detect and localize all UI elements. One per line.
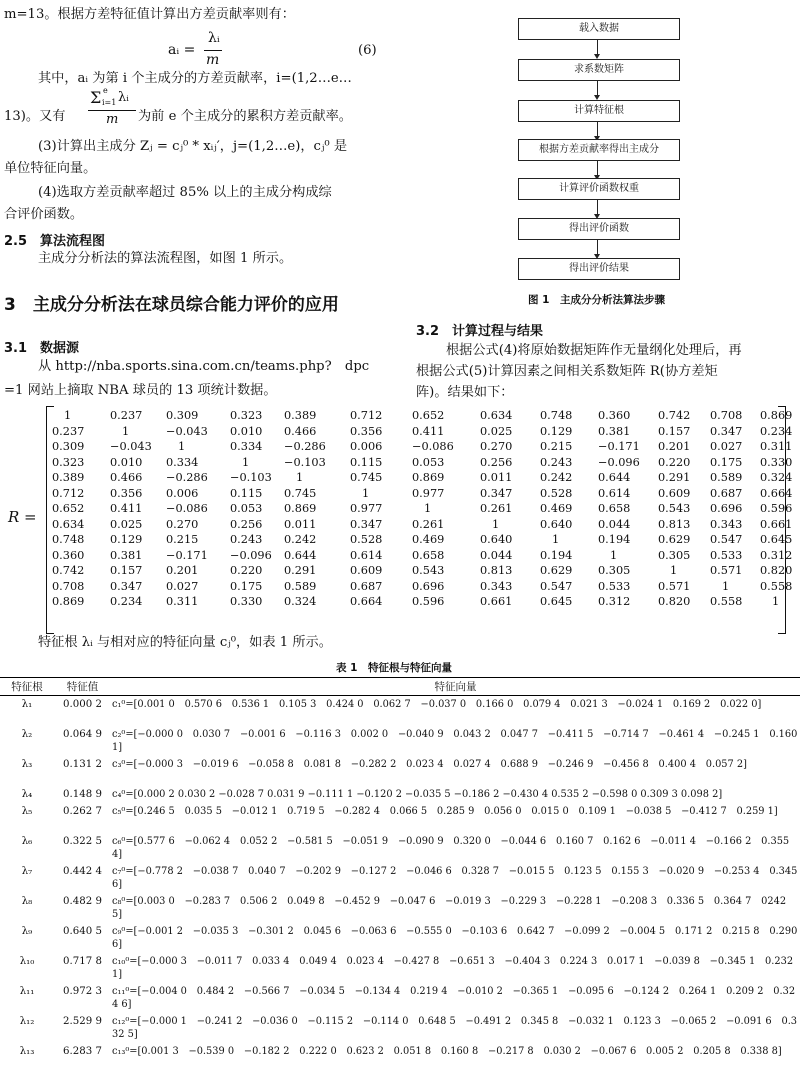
- table-row: [0, 983, 800, 1013]
- eigen-vector-cell: c₆⁰=[0.577 6 −0.062 4 0.052 2 −0.581 5 −0.051 9 −0.090 9 0.320 0 −0.044 6 0.160 7 0.162 6 −0.011 4 −0.166 2 0.355 4]: [112, 835, 790, 860]
- table-row: [0, 923, 800, 953]
- eigen-root-cell: λ₁₁: [19, 985, 35, 997]
- matrix-cell: −0.171: [598, 440, 640, 453]
- eigen-vector-cell: c₁₀⁰=[−0.000 3 −0.011 7 0.033 4 0.049 4 0.023 4 −0.427 8 −0.651 3 −0.404 3 0.224 3 0.017 1 −0.039 8 −0.345 1 0.232 1]: [112, 955, 794, 980]
- matrix-cell: 1: [670, 564, 678, 577]
- paragraph-line: 从 http://nba.sports.sina.com.cn/teams.php? dpc: [38, 359, 370, 374]
- matrix-cell: 0.053: [230, 502, 263, 515]
- matrix-cell: 0.157: [110, 564, 143, 577]
- column-header: 特征值: [54, 678, 111, 696]
- matrix-cell: 0.237: [52, 424, 85, 438]
- section-heading: 3.1 数据源: [4, 341, 80, 356]
- matrix-cell: 0.215: [166, 533, 199, 546]
- eigen-table: [0, 678, 800, 1073]
- chapter-heading: 3 主成分分析法在球员综合能力评价的应用: [4, 295, 339, 315]
- paragraph-line: 根据公式(5)计算因素之间相关系数矩阵 R(协方差矩: [416, 364, 718, 379]
- matrix-cell: 0.466: [110, 471, 143, 484]
- matrix-cell: 0.305: [598, 564, 631, 577]
- table-header-row: [0, 678, 800, 696]
- matrix-cell: 0.343: [480, 579, 513, 593]
- matrix-cell: 0.157: [658, 424, 691, 438]
- matrix-cell: 0.324: [284, 595, 317, 608]
- matrix-cell: 0.243: [540, 455, 573, 469]
- eigen-vector-cell: c₁₂⁰=[−0.000 1 −0.241 2 −0.036 0 −0.115 2 −0.114 0 0.648 5 −0.491 2 0.345 8 −0.032 1 0.123 3 −0.065 2 −0.091 6 0.332 5]: [112, 1015, 798, 1040]
- matrix-cell: −0.103: [230, 471, 272, 484]
- matrix-cell: 0.312: [760, 548, 793, 562]
- matrix-cell: 0.389: [284, 409, 317, 422]
- matrix-cell: 0.712: [52, 486, 85, 500]
- paragraph-line: 单位特征向量。: [4, 161, 97, 176]
- matrix-cell: 0.712: [350, 409, 383, 422]
- matrix-row: [52, 579, 793, 595]
- matrix-cell: 0.547: [710, 533, 743, 546]
- paragraph-line: 为前 e 个主成分的累积方差贡献率。: [138, 109, 352, 124]
- sum-bottom: i=1: [102, 98, 117, 107]
- matrix-cell: 0.547: [540, 579, 573, 593]
- matrix-cell: 0.977: [350, 502, 383, 515]
- matrix-cell: 0.360: [598, 409, 631, 422]
- formula-lhs: aᵢ =: [168, 42, 196, 58]
- matrix-cell: 1: [122, 424, 130, 438]
- sum-sign: Σ: [90, 88, 102, 107]
- table-row: [0, 893, 800, 923]
- matrix-cell: 0.256: [480, 455, 513, 469]
- matrix-cell: 0.220: [230, 564, 263, 577]
- table-row: [0, 803, 800, 833]
- matrix-cell: 0.360: [52, 548, 85, 562]
- matrix-row: [52, 594, 782, 610]
- matrix-cell: 0.742: [658, 409, 691, 422]
- matrix-cell: 0.261: [480, 502, 513, 515]
- matrix-cell: 0.115: [350, 455, 383, 469]
- matrix-cell: 0.220: [658, 455, 691, 469]
- matrix-cell: −0.286: [284, 440, 326, 453]
- eigen-root-cell: λ₁₂: [19, 1015, 35, 1027]
- matrix-cell: 0.234: [760, 424, 793, 438]
- eigen-value-cell: 0.717 8: [63, 955, 102, 967]
- flow-step: 载入数据: [518, 18, 680, 40]
- matrix-cell: 0.634: [480, 409, 513, 422]
- matrix-cell: 0.629: [658, 533, 691, 546]
- sum-top: e: [103, 86, 108, 95]
- matrix-cell: 0.201: [166, 564, 199, 577]
- matrix-cell: 0.006: [166, 486, 199, 500]
- paragraph-line: 合评价函数。: [4, 207, 84, 222]
- matrix-cell: 0.256: [230, 517, 263, 531]
- matrix-cell: 0.237: [110, 409, 143, 422]
- matrix-cell: 1: [424, 502, 432, 515]
- matrix-cell: 0.356: [110, 486, 143, 500]
- eigen-value-cell: 0.482 9: [63, 895, 102, 907]
- matrix-cell: 0.869: [284, 502, 317, 515]
- matrix-cell: −0.103: [284, 455, 326, 469]
- eigen-vector-cell: c₉⁰=[−0.001 2 −0.035 3 −0.301 2 0.045 6 −0.063 6 −0.555 0 −0.103 6 0.642 7 −0.099 2 −0.004 5 0.171 2 0.215 8 0.290 6]: [112, 925, 798, 950]
- matrix-cell: 0.053: [412, 455, 445, 469]
- matrix-row: [52, 532, 793, 548]
- eigen-vector-cell: c₄⁰=[0.000 2 0.030 2 −0.028 7 0.031 9 −0.111 1 −0.120 2 −0.035 5 −0.186 2 −0.430 4 0.535 2 −0.598 0 0.309 3 0.098 2]: [112, 788, 723, 800]
- matrix-cell: 0.644: [598, 471, 631, 484]
- matrix-cell: 0.658: [412, 548, 445, 562]
- eigen-root-cell: λ₃: [21, 758, 33, 770]
- matrix-cell: 1: [296, 471, 304, 484]
- matrix-cell: 0.640: [540, 517, 573, 531]
- paragraph-line: m=13。根据方差特征值计算出方差贡献率则有：: [4, 7, 295, 22]
- matrix-cell: 0.469: [412, 533, 445, 546]
- paragraph-line: (3)计算出主成分 Zⱼ = cⱼ⁰ * xᵢⱼ′，j=(1,2…e)，cⱼ⁰ 是: [38, 139, 348, 154]
- flow-step: 得出评价函数: [518, 218, 680, 240]
- table-row: [0, 786, 800, 803]
- matrix-cell: −0.096: [598, 455, 640, 469]
- matrix-cell: 0.334: [230, 440, 263, 453]
- matrix-cell: 0.270: [480, 440, 513, 453]
- table-row: [0, 756, 800, 786]
- matrix-cell: 0.242: [284, 533, 317, 546]
- matrix-cell: 0.323: [52, 455, 85, 469]
- matrix-cell: 0.528: [350, 533, 383, 546]
- matrix-cell: 0.025: [480, 424, 513, 438]
- eigen-root-cell: λ₈: [21, 895, 33, 907]
- paragraph-line: (4)选取方差贡献率超过 85% 以上的主成分构成综: [38, 185, 332, 200]
- matrix-cell: 0.027: [166, 579, 199, 593]
- eigen-vector-cell: c₁⁰=[0.001 0 0.570 6 0.536 1 0.105 3 0.424 0 0.062 7 −0.037 0 0.166 0 0.079 4 0.021 3 −0.024 1 0.169 2 0.022 0]: [112, 699, 762, 710]
- eigen-value-cell: 0.972 3: [63, 985, 102, 997]
- matrix-cell: 0.687: [710, 486, 743, 500]
- flow-step: 求系数矩阵: [518, 59, 680, 81]
- matrix-cell: 0.356: [350, 424, 383, 438]
- matrix-cell: 0.687: [350, 579, 383, 593]
- matrix-cell: 1: [492, 517, 500, 531]
- matrix-cell: 0.661: [480, 595, 513, 608]
- matrix-cell: −0.286: [166, 471, 208, 484]
- sum-lambda: λᵢ: [118, 90, 129, 105]
- matrix-cell: 1: [362, 486, 370, 500]
- matrix-cell: 0.270: [166, 517, 199, 531]
- matrix-cell: 0.010: [230, 424, 263, 438]
- flow-step: 计算评价函数权重: [518, 178, 680, 200]
- flow-step: 根据方差贡献率得出主成分: [518, 139, 680, 161]
- matrix-cell: 0.330: [230, 595, 263, 608]
- table-row: [0, 726, 800, 756]
- eigen-root-cell: λ₁: [21, 699, 33, 710]
- section-heading: 3.2 计算过程与结果: [416, 324, 544, 339]
- matrix-row: [52, 455, 793, 471]
- matrix-cell: 0.194: [540, 548, 573, 562]
- matrix-cell: 0.411: [110, 502, 143, 515]
- flow-step: 计算特征根: [518, 100, 680, 122]
- matrix-cell: 0.347: [710, 424, 743, 438]
- formula-numerator: λᵢ: [208, 30, 220, 46]
- matrix-cell: 0.543: [412, 564, 445, 577]
- matrix-cell: 0.323: [230, 409, 263, 422]
- matrix-cell: 0.645: [540, 595, 573, 608]
- paragraph-line: 阵)。结果如下：: [416, 385, 514, 400]
- fraction-bar: [88, 110, 136, 111]
- matrix-cell: 0.115: [230, 486, 263, 500]
- matrix-cell: 0.334: [166, 455, 199, 469]
- matrix-cell: 0.745: [284, 486, 317, 500]
- matrix-cell: 0.609: [658, 486, 691, 500]
- formula-denominator: m: [206, 52, 220, 68]
- matrix-cell: 0.011: [480, 471, 513, 484]
- matrix-cell: 0.261: [412, 517, 445, 531]
- matrix-cell: 0.652: [412, 409, 445, 422]
- paragraph-line: 其中，aᵢ 为第 i 个主成分的方差贡献率，i=(1,2…e…: [38, 71, 352, 86]
- matrix-row: [52, 470, 793, 486]
- matrix-cell: 0.742: [52, 564, 85, 577]
- matrix-cell: 0.661: [760, 517, 793, 531]
- paragraph-line: =1 网站上摘取 NBA 球员的 13 项统计数据。: [4, 383, 277, 398]
- eigen-value-cell: 6.283 7: [63, 1045, 102, 1057]
- eigen-value-cell: 0.442 4: [63, 865, 102, 877]
- eigen-root-cell: λ₇: [21, 865, 33, 877]
- eigen-vector-cell: c₅⁰=[0.246 5 0.035 5 −0.012 1 0.719 5 −0.282 4 0.066 5 0.285 9 0.056 0 0.015 0 0.109 1 −0.038 5 −0.412 7 0.259 1]: [112, 805, 778, 817]
- matrix-cell: 0.614: [598, 486, 631, 500]
- matrix-row: [52, 408, 793, 424]
- matrix-cell: 0.748: [540, 409, 573, 422]
- matrix-cell: 0.011: [284, 517, 317, 531]
- matrix-cell: 0.324: [760, 471, 793, 484]
- matrix-cell: 0.571: [710, 564, 743, 577]
- paragraph-line: 13)。又有: [4, 109, 66, 124]
- matrix-cell: 0.813: [658, 517, 691, 531]
- matrix-cell: 0.044: [480, 548, 513, 562]
- matrix-cell: 0.311: [166, 595, 199, 608]
- matrix-cell: 0.305: [658, 548, 691, 562]
- matrix-cell: 0.644: [284, 548, 317, 562]
- formula-number: (6): [358, 43, 377, 58]
- matrix-cell: 0.175: [230, 579, 263, 593]
- eigen-root-cell: λ₅: [21, 805, 33, 817]
- section-heading: 2.5 算法流程图: [4, 234, 106, 249]
- eigen-value-cell: 0.322 5: [63, 835, 102, 847]
- matrix-cell: 0.389: [52, 471, 85, 484]
- eigen-vector-cell: c₈⁰=[0.003 0 −0.283 7 0.506 2 0.049 8 −0.452 9 −0.047 6 −0.019 3 −0.229 3 −0.228 1 −0.208 3 0.336 5 0.364 7 0242 5]: [112, 895, 787, 920]
- eigen-value-cell: 0.148 9: [63, 788, 102, 800]
- matrix-cell: −0.086: [412, 440, 454, 453]
- column-header: 特征向量: [111, 678, 800, 696]
- eigen-value-cell: 0.000 2: [63, 699, 102, 710]
- matrix-cell: 0.215: [540, 440, 573, 453]
- matrix-cell: 0.869: [52, 595, 85, 608]
- matrix-cell: 0.343: [710, 517, 743, 531]
- matrix-cell: 0.558: [760, 579, 793, 593]
- matrix-cell: 0.010: [110, 455, 143, 469]
- eigen-root-cell: λ₁₀: [19, 955, 35, 967]
- sum-denominator: m: [106, 112, 119, 127]
- matrix-cell: 0.820: [760, 564, 793, 577]
- column-header: 特征根: [0, 678, 54, 696]
- matrix-cell: 0.234: [110, 595, 143, 608]
- matrix-cell: −0.171: [166, 548, 208, 562]
- matrix-cell: 1: [772, 595, 780, 608]
- matrix-cell: 0.869: [760, 409, 793, 422]
- matrix-cell: 0.609: [350, 564, 383, 577]
- eigen-root-cell: λ₆: [21, 835, 33, 847]
- table-caption: 表 1 特征根与特征向量: [336, 662, 452, 674]
- matrix-cell: 0.528: [540, 486, 573, 500]
- matrix-cell: 0.175: [710, 455, 743, 469]
- eigen-root-cell: λ₂: [21, 728, 33, 740]
- matrix-cell: −0.086: [166, 502, 208, 515]
- eigen-value-cell: 0.131 2: [63, 758, 102, 770]
- eigen-root-cell: λ₄: [21, 788, 33, 800]
- matrix-cell: 0.411: [412, 424, 445, 438]
- matrix-cell: 0.312: [598, 595, 631, 608]
- matrix-cell: 0.291: [284, 564, 317, 577]
- matrix-cell: 0.330: [760, 455, 793, 469]
- matrix-cell: 1: [178, 440, 186, 453]
- matrix-cell: 0.242: [540, 471, 573, 484]
- eigen-value-cell: 0.640 5: [63, 925, 102, 937]
- matrix-cell: 0.629: [540, 564, 573, 577]
- table-row: [0, 863, 800, 893]
- matrix-cell: 0.571: [658, 579, 691, 593]
- matrix-cell: 0.381: [598, 424, 631, 438]
- matrix-row: [52, 501, 793, 517]
- matrix-cell: 1: [610, 548, 618, 562]
- fraction-bar: [204, 50, 222, 51]
- matrix-cell: 0.708: [52, 579, 85, 593]
- table-row: [0, 696, 800, 726]
- paragraph-line: 特征根 λᵢ 与相对应的特征向量 cⱼ⁰，如表 1 所示。: [38, 635, 332, 650]
- matrix-cell: 0.201: [658, 440, 691, 453]
- matrix-cell: 0.558: [710, 595, 743, 608]
- matrix-row: [52, 486, 793, 502]
- eigen-vector-cell: c₇⁰=[−0.778 2 −0.038 7 0.040 7 −0.202 9 −0.127 2 −0.046 6 0.328 7 −0.015 5 0.123 5 0.155 3 −0.020 9 −0.253 4 0.345 6]: [112, 865, 798, 890]
- matrix-row: [52, 424, 793, 440]
- eigen-root-cell: λ₉: [21, 925, 33, 937]
- matrix-cell: 1: [552, 533, 560, 546]
- matrix-cell: 0.347: [350, 517, 383, 531]
- matrix-cell: 0.291: [658, 471, 691, 484]
- matrix-cell: 0.813: [480, 564, 513, 577]
- matrix-cell: 0.006: [350, 440, 383, 453]
- eigen-root-cell: λ₁₃: [19, 1045, 35, 1057]
- matrix-cell: 0.869: [412, 471, 445, 484]
- matrix-cell: 0.745: [350, 471, 383, 484]
- eigen-value-cell: 0.064 9: [63, 728, 102, 740]
- flow-step: 得出评价结果: [518, 258, 680, 280]
- figure-caption: 图 1 主成分分析法算法步骤: [528, 294, 665, 306]
- matrix-cell: 0.614: [350, 548, 383, 562]
- matrix-cell: 0.194: [598, 533, 631, 546]
- paragraph-line: 主成分分析法的算法流程图，如图 1 所示。: [38, 251, 293, 266]
- matrix-cell: 1: [722, 579, 730, 593]
- matrix-cell: −0.096: [230, 548, 272, 562]
- table-row: [0, 1013, 800, 1043]
- matrix-row: [52, 563, 793, 579]
- matrix-row: [52, 517, 793, 533]
- matrix-cell: 0.977: [412, 486, 445, 500]
- matrix-cell: 0.748: [52, 533, 85, 546]
- correlation-matrix: [52, 408, 793, 610]
- matrix-cell: 0.243: [230, 533, 263, 546]
- matrix-cell: 0.664: [760, 486, 793, 500]
- eigen-value-cell: 0.262 7: [63, 805, 102, 817]
- matrix-cell: 0.347: [480, 486, 513, 500]
- paragraph-line: 根据公式(4)将原始数据矩阵作无量纲化处理后，再: [446, 343, 742, 358]
- matrix-cell: 1: [64, 409, 72, 422]
- matrix-cell: 0.596: [760, 502, 793, 515]
- matrix-row: [52, 548, 793, 564]
- matrix-cell: 0.309: [52, 440, 85, 453]
- matrix-cell: 0.025: [110, 517, 143, 531]
- matrix-cell: 0.696: [710, 502, 743, 515]
- matrix-cell: 0.129: [110, 533, 143, 546]
- matrix-cell: 0.311: [760, 440, 793, 453]
- eigen-vector-cell: c₁₁⁰=[−0.004 0 0.484 2 −0.566 7 −0.034 5 −0.134 4 0.219 4 −0.010 2 −0.365 1 −0.095 6 −0.124 2 0.264 1 0.209 2 0.324 6]: [112, 985, 796, 1010]
- matrix-cell: 0.533: [710, 548, 743, 562]
- matrix-cell: 0.533: [598, 579, 631, 593]
- matrix-cell: 1: [242, 455, 250, 469]
- matrix-cell: 0.589: [284, 579, 317, 593]
- matrix-cell: 0.645: [760, 533, 793, 546]
- table-row: [0, 1043, 800, 1073]
- matrix-cell: 0.044: [598, 517, 631, 531]
- matrix-cell: 0.658: [598, 502, 631, 515]
- matrix-cell: 0.652: [52, 502, 85, 515]
- matrix-cell: 0.589: [710, 471, 743, 484]
- matrix-cell: −0.043: [166, 424, 208, 438]
- matrix-cell: 0.347: [110, 579, 143, 593]
- eigen-value-cell: 2.529 9: [63, 1015, 102, 1027]
- table-row: [0, 833, 800, 863]
- eigen-vector-cell: c₁₃⁰=[0.001 3 −0.539 0 −0.182 2 0.222 0 0.623 2 0.051 8 0.160 8 −0.217 8 0.030 2 −0.067 6 0.005 2 0.205 8 0.338 8]: [112, 1045, 782, 1057]
- matrix-cell: 0.820: [658, 595, 691, 608]
- matrix-cell: 0.129: [540, 424, 573, 438]
- matrix-cell: 0.634: [52, 517, 85, 531]
- matrix-cell: 0.027: [710, 440, 743, 453]
- matrix-cell: 0.640: [480, 533, 513, 546]
- matrix-cell: 0.664: [350, 595, 383, 608]
- matrix-cell: 0.543: [658, 502, 691, 515]
- table-row: [0, 953, 800, 983]
- matrix-label: R =: [8, 508, 37, 526]
- matrix-cell: 0.381: [110, 548, 143, 562]
- matrix-cell: 0.469: [540, 502, 573, 515]
- matrix-cell: 0.596: [412, 595, 445, 608]
- matrix-cell: 0.708: [710, 409, 743, 422]
- matrix-row: [52, 439, 793, 455]
- matrix-cell: 0.309: [166, 409, 199, 422]
- eigen-vector-cell: c₃⁰=[−0.000 3 −0.019 6 −0.058 8 0.081 8 −0.282 2 0.023 4 0.027 4 0.688 9 −0.246 9 −0.456 8 0.400 4 0.057 2]: [112, 758, 747, 770]
- eigen-vector-cell: c₂⁰=[−0.000 0 0.030 7 −0.001 6 −0.116 3 0.002 0 −0.040 9 0.043 2 0.047 7 −0.411 5 −0.714 7 −0.461 4 −0.245 1 0.160 1]: [112, 728, 798, 753]
- matrix-cell: 0.466: [284, 424, 317, 438]
- matrix-cell: −0.043: [110, 440, 152, 453]
- matrix-cell: 0.696: [412, 579, 445, 593]
